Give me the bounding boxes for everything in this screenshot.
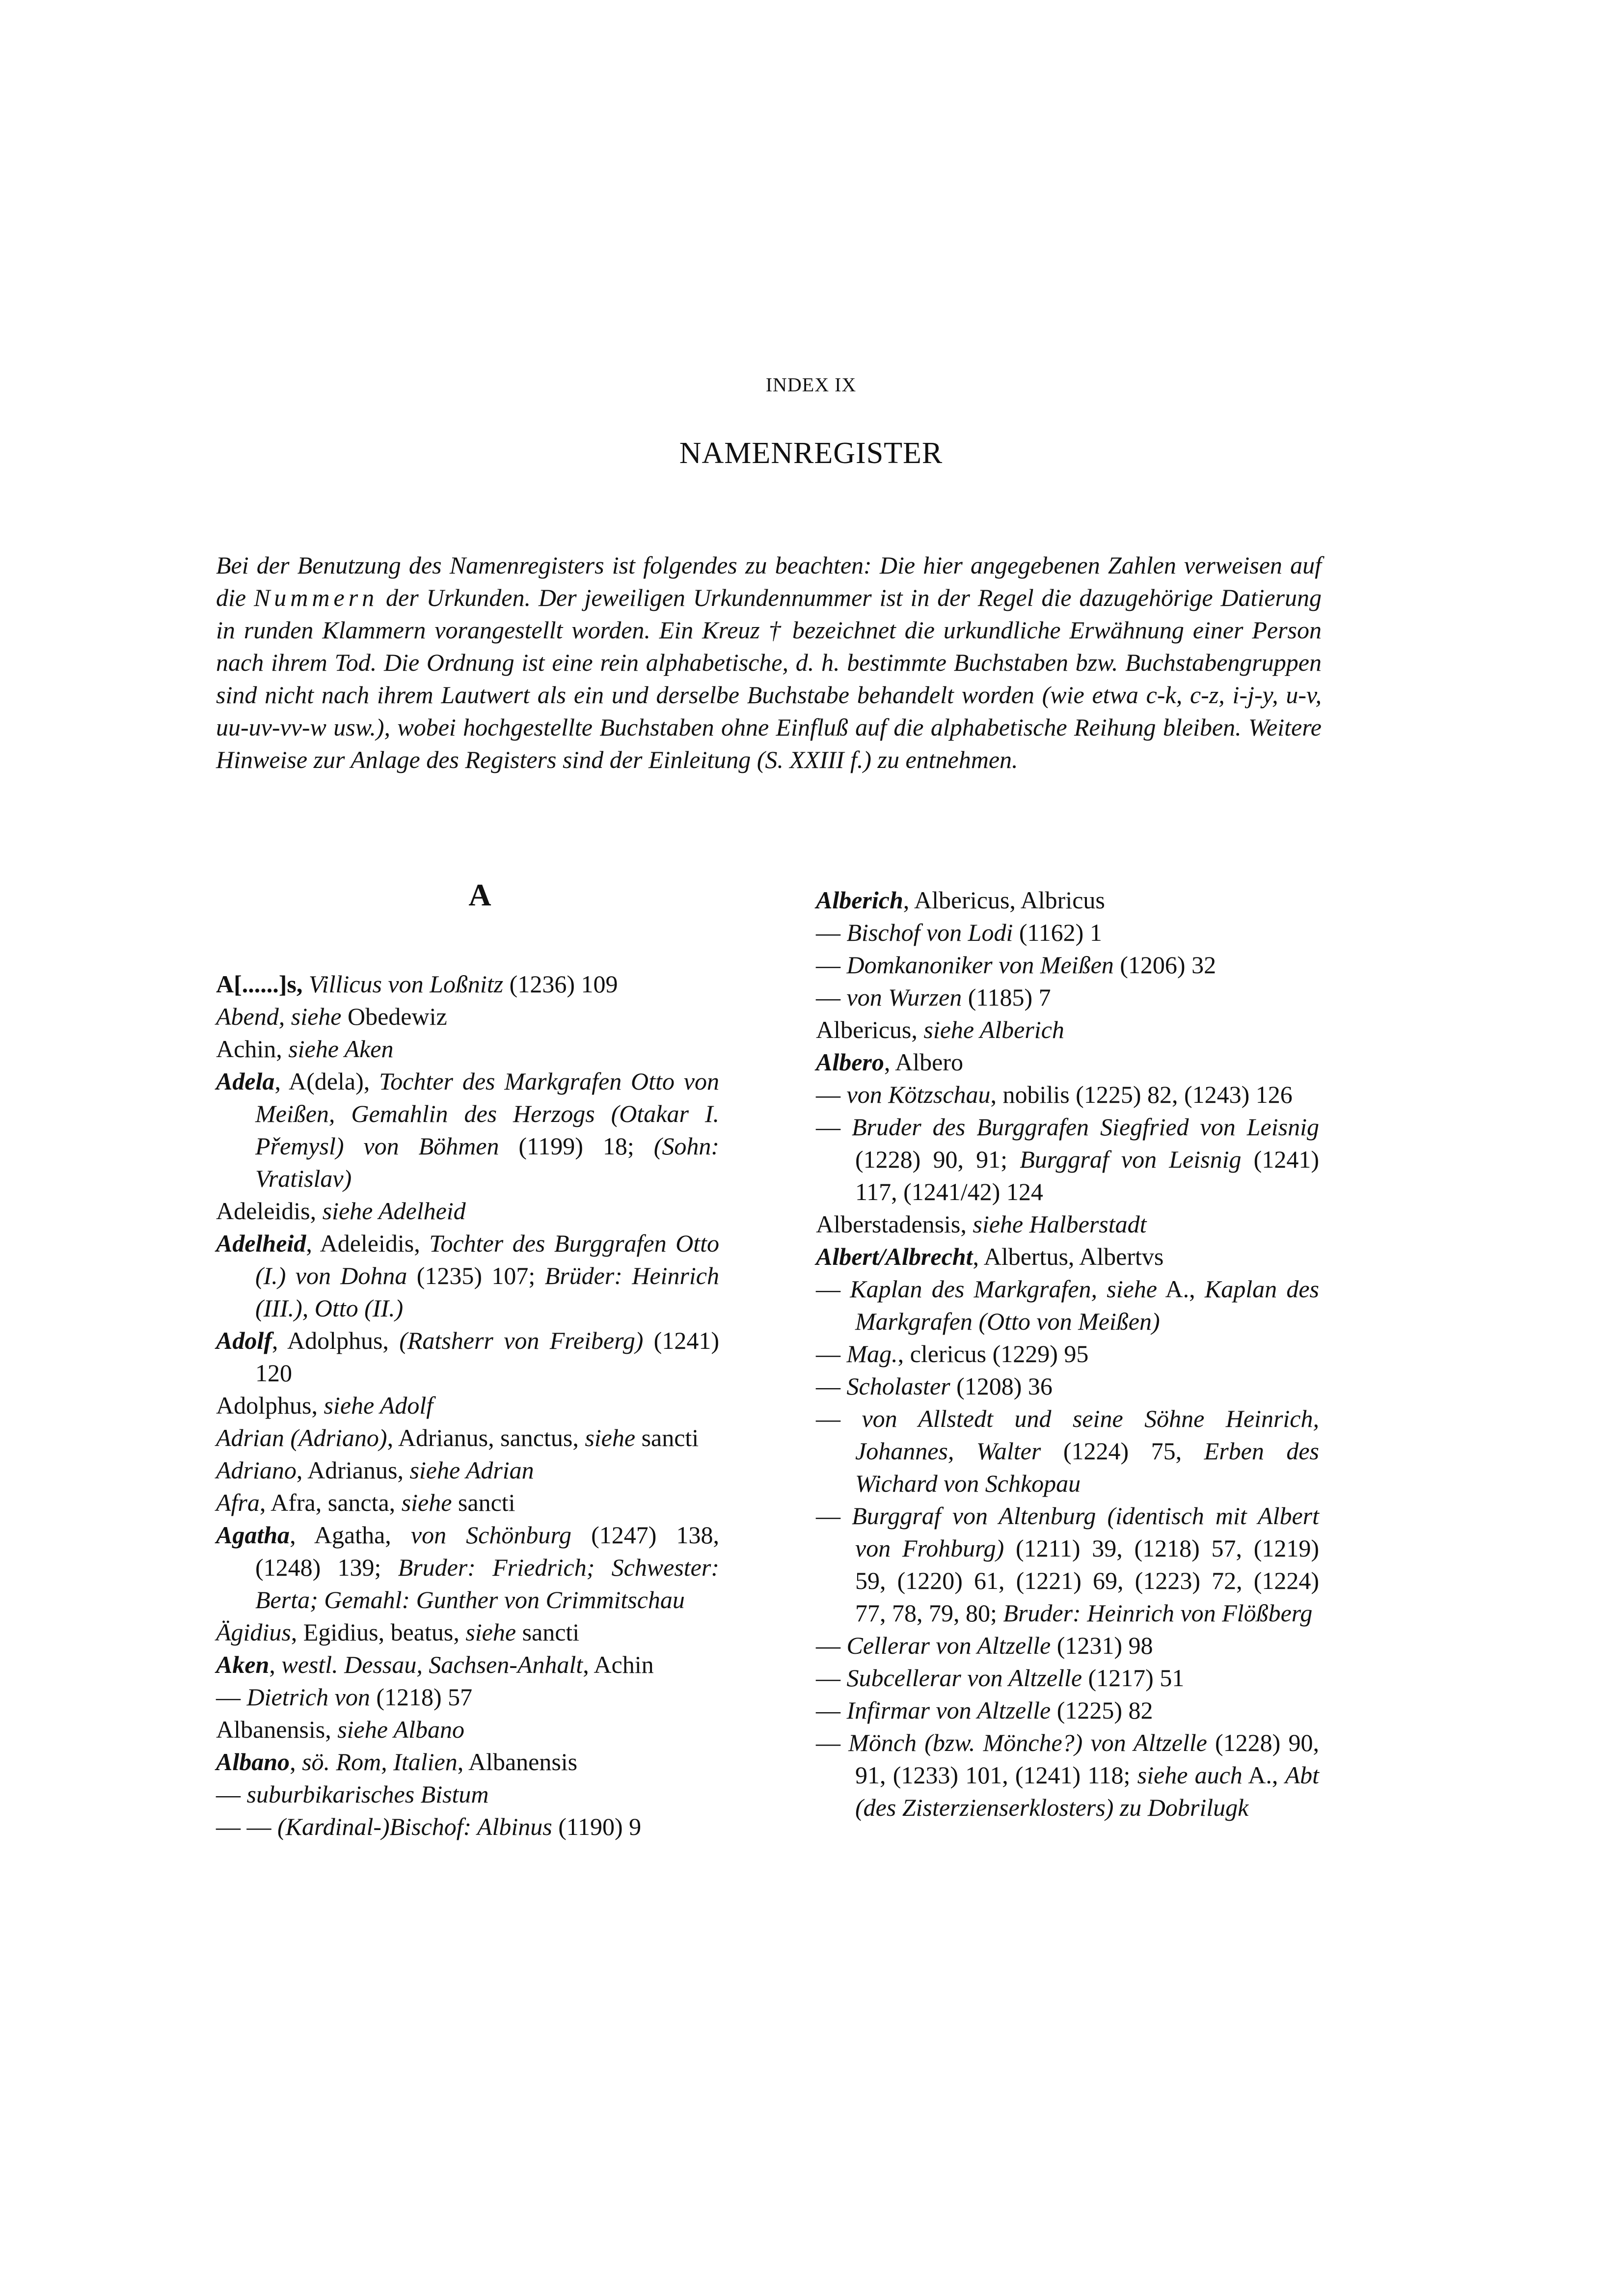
index-entry-text: (1236) 109	[503, 970, 618, 998]
index-entry	[216, 1616, 719, 1648]
index-entry-text: (1247) 138, (1248) 139;	[255, 1521, 719, 1581]
index-entry-text: Tochter des Markgrafen Otto von Meißen, Gemahlin des Herzogs (Otakar I. Přemysl) von Böhmen	[255, 1067, 719, 1160]
entries-left	[216, 968, 719, 1843]
index-entry-text: , Albertus, Albertvs	[973, 1243, 1164, 1270]
index-entry	[816, 1726, 1319, 1824]
index-entry-text: —	[816, 1372, 847, 1400]
index-entry	[816, 1273, 1319, 1338]
index-entry-text: Adriano	[216, 1456, 297, 1484]
index-entry-text: siehe Alberich	[923, 1016, 1064, 1043]
index-entry-text: Domkanoniker von Meißen	[846, 951, 1114, 979]
index-entry-text: , Adolphus,	[271, 1327, 400, 1354]
index-entry-text: ,	[269, 1651, 282, 1678]
index-entry-text: sancti	[635, 1424, 699, 1451]
index-entry	[216, 1746, 719, 1778]
index-entry-text: Villicus von Loßnitz	[308, 970, 504, 998]
index-entry	[816, 1240, 1319, 1273]
index-entry-text: Bruder: Heinrich von Flößberg	[1003, 1599, 1313, 1627]
index-entry-text: —	[816, 1632, 847, 1659]
index-entry-text: Erben des Wichard von Schkopau	[855, 1437, 1319, 1497]
index-entry-text: —	[816, 1729, 849, 1756]
index-entry-text: (1208) 36	[950, 1372, 1053, 1400]
intro-text-part1: Bei der Benutzung des Namenregisters ist folgendes zu beachten: Die hier angegebenen Zahlen verweisen auf die	[216, 551, 1322, 611]
index-entry-text: (1190) 9	[552, 1813, 642, 1840]
index-entry	[216, 1389, 719, 1421]
index-entry-text: (Kardinal-)Bischof: Albinus	[277, 1813, 552, 1840]
index-entry-text: Adolphus,	[216, 1392, 324, 1419]
index-entry	[216, 1000, 719, 1033]
index-entry-text: —	[816, 984, 847, 1011]
index-entry-text: Kaplan des Markgrafen (Otto von Meißen)	[855, 1275, 1320, 1335]
index-entry-text: —	[816, 1502, 852, 1530]
index-entry-text: siehe Adolf	[324, 1392, 433, 1419]
page-title: NAMENREGISTER	[679, 437, 943, 470]
index-entry-text: , Adrianus,	[296, 1456, 410, 1484]
index-entry	[816, 981, 1319, 1013]
index-entry	[216, 1810, 719, 1843]
index-entry-text: siehe	[465, 1618, 516, 1646]
entries-right	[816, 884, 1319, 1824]
index-entry	[216, 1421, 719, 1454]
index-entry-text: Ägidius	[216, 1618, 291, 1646]
index-entry-text: siehe auch	[1137, 1761, 1243, 1789]
index-entry-text: Bruder des Burggrafen Siegfried von Leisnig	[852, 1113, 1319, 1141]
index-entry-text: (1199) 18;	[499, 1132, 654, 1160]
index-entry-text: Aken	[216, 1651, 270, 1678]
index-entry-text: Adelheid	[216, 1230, 306, 1257]
index-entry-text: , Egidius, beatus,	[291, 1618, 466, 1646]
index-entry-text: Cellerar von Altzelle	[846, 1632, 1051, 1659]
index-entry-text: Bruder: Friedrich; Schwester: Berta; Gemahl: Gunther von Crimmitschau	[255, 1554, 719, 1613]
index-entry-text: von Allstedt und seine Söhne Heinrich, Johannes, Walter	[855, 1405, 1319, 1465]
index-entry-text: Infirmar von Altzelle	[846, 1696, 1051, 1724]
index-entry-text: sancti	[452, 1489, 515, 1516]
index-entry-text: , Afra, sancta,	[259, 1489, 402, 1516]
index-entry-text: (1235) 107;	[407, 1262, 545, 1289]
index-entry-text: Brüder: Heinrich (III.), Otto (II.)	[255, 1262, 719, 1322]
index-entry-text: siehe Albano	[337, 1716, 464, 1743]
index-entry-text: , Albero	[884, 1048, 963, 1076]
index-entry	[216, 1519, 719, 1616]
index-entry-text: Albericus,	[816, 1016, 924, 1043]
index-entry-text: Mönch (bzw. Mönche?) von Altzelle	[848, 1729, 1207, 1756]
intro-paragraph	[216, 549, 1322, 776]
index-entry	[216, 1486, 719, 1519]
index-entry-text: Adeleidis,	[216, 1197, 323, 1225]
index-entry-text: (Sohn: Vratislav)	[255, 1132, 720, 1192]
index-entry-text: —	[816, 1081, 847, 1108]
index-entry-text: sancti	[516, 1618, 580, 1646]
index-entry-text: Abt (des Zisterzienserklosters) zu Dobrilugk	[855, 1761, 1319, 1821]
index-entry-text: Tochter des Burggrafen Otto (I.) von Dohna	[255, 1230, 719, 1289]
index-entry-text: Abend, siehe	[216, 1003, 342, 1030]
index-entry-text: Burggraf von Leisnig	[1020, 1146, 1242, 1173]
index-entry-text: Scholaster	[846, 1372, 950, 1400]
index-entry-text: (1218) 57	[370, 1683, 473, 1711]
index-entry-text: Alberstadensis,	[816, 1210, 973, 1238]
index-entry-text: ,	[290, 1748, 302, 1776]
index-entry	[816, 1402, 1319, 1500]
index-entry	[216, 968, 719, 1000]
index-entry-text: , clericus (1229) 95	[897, 1340, 1089, 1367]
index-entry-text: (1228) 90, 91, (1233) 101, (1241) 118;	[855, 1729, 1319, 1789]
index-entry-text: —	[816, 1113, 852, 1141]
index-entry-text: (1206) 32	[1113, 951, 1216, 979]
index-entry-text: (1224) 75,	[1041, 1437, 1204, 1465]
index-entry-text: Subcellerar von Altzelle	[846, 1664, 1082, 1692]
index-entry-text: —	[216, 1780, 247, 1808]
index-entry-text: (1231) 98	[1051, 1632, 1153, 1659]
index-entry-text: Adrian (Adriano)	[216, 1424, 387, 1451]
index-entry-text: , Adeleidis,	[306, 1230, 430, 1257]
index-entry-text: siehe Adrian	[409, 1456, 534, 1484]
index-entry-text: siehe	[585, 1424, 636, 1451]
index-entry	[216, 1454, 719, 1486]
index-entry-text: (1241) 120	[255, 1327, 719, 1387]
index-entry	[816, 1078, 1319, 1111]
index-entry-text: westl. Dessau, Sachsen-Anhalt	[281, 1651, 583, 1678]
index-entry-text: —	[816, 951, 847, 979]
index-entry-text: Kaplan des Markgrafen, siehe	[850, 1275, 1157, 1303]
index-entry-text: A.,	[1242, 1761, 1285, 1789]
running-head: INDEX IX	[765, 374, 857, 396]
index-entry-text: Mag.	[846, 1340, 898, 1367]
index-column-left	[216, 879, 719, 1843]
index-entry-text: Albero	[816, 1048, 884, 1076]
index-entry	[816, 1694, 1319, 1726]
index-entry-text: —	[816, 1340, 847, 1367]
index-entry	[216, 1713, 719, 1746]
index-entry-text: (1228) 90, 91;	[855, 1146, 1020, 1173]
index-entry-text: von Wurzen	[846, 984, 962, 1011]
index-entry-text: (Ratsherr von Freiberg)	[399, 1327, 644, 1354]
index-entry	[816, 916, 1319, 949]
index-entry-text: Alberich	[816, 886, 903, 914]
index-entry-text: (1241) 117, (1241/42) 124	[855, 1146, 1319, 1205]
index-entry	[216, 1195, 719, 1227]
index-entry	[216, 1324, 719, 1389]
index-entry	[216, 1681, 719, 1713]
index-entry-text: Albanensis,	[216, 1716, 338, 1743]
index-entry-text: von Kötzschau	[846, 1081, 991, 1108]
index-entry-text: Albano	[216, 1748, 290, 1776]
index-entry-text: (1217) 51	[1082, 1664, 1185, 1692]
index-entry-text: Agatha	[216, 1521, 290, 1549]
index-entry-text: A.,	[1157, 1275, 1205, 1303]
intro-spaced-word: Nummern	[253, 584, 378, 611]
index-entry	[216, 1227, 719, 1324]
index-entry-text: , Agatha,	[290, 1521, 411, 1549]
index-entry	[816, 1046, 1319, 1078]
index-entry	[816, 949, 1319, 981]
index-entry-text: Albert/Albrecht	[816, 1243, 973, 1270]
index-entry-text: Adela	[216, 1067, 275, 1095]
index-entry-text: , nobilis (1225) 82, (1243) 126	[990, 1081, 1293, 1108]
index-entry-text: siehe Adelheid	[322, 1197, 466, 1225]
section-letter: A	[468, 877, 491, 912]
index-entry-text: — —	[216, 1813, 277, 1840]
index-entry-text: siehe	[401, 1489, 452, 1516]
intro-text-part2: der Urkunden. Der jeweiligen Urkundennummer ist in der Regel die dazugehörige Datierung in runden Klammern vorangestellt worden. Ein Kreuz † bezeichnet die urkundliche Erwähnung einer Person nach ihrem Tod. Die Ordnung ist eine rein alphabetische, d. h. bestimmte Buchstaben bzw. Buchstabengruppen sind nicht nach ihrem Lautwert als ein und derselbe Buchstabe behandelt worden (wie etwa c-k, c-z, i-j-y, u-v, uu-uv-vv-w usw.), wobei hochgestellte Buchstaben ohne Einfluß auf die alphabetische Reihung bleiben. Weitere Hinweise zur Anlage des Registers sind der Einleitung (S. XXIII f.) zu entnehmen.	[216, 584, 1322, 773]
index-entry-text: Bischof von Lodi	[846, 919, 1013, 946]
index-entry	[816, 1111, 1319, 1208]
index-entry-text: suburbikarisches Bistum	[246, 1780, 489, 1808]
index-entry	[816, 1500, 1319, 1629]
index-entry-text: —	[816, 1664, 847, 1692]
index-entry-text: Adolf	[216, 1327, 272, 1354]
index-entry-text: —	[216, 1683, 247, 1711]
index-entry	[216, 1033, 719, 1065]
index-entry	[816, 1338, 1319, 1370]
index-entry	[816, 884, 1319, 916]
index-entry-text: (1185) 7	[962, 984, 1051, 1011]
index-entry-text: (1162) 1	[1013, 919, 1102, 946]
index-entry-text: Dietrich von	[246, 1683, 370, 1711]
index-entry	[816, 1629, 1319, 1662]
index-entry-text: Afra	[216, 1489, 260, 1516]
index-entry	[216, 1065, 719, 1195]
index-entry-text: —	[816, 1696, 847, 1724]
index-entry-text: —	[816, 1405, 862, 1432]
index-entry-text: Achin,	[216, 1035, 289, 1063]
index-entry-text: siehe Aken	[288, 1035, 394, 1063]
index-entry-text: , Achin	[583, 1651, 654, 1678]
index-entry	[816, 1662, 1319, 1694]
index-entry	[816, 1013, 1319, 1046]
index-entry-text: , Adrianus, sanctus,	[387, 1424, 585, 1451]
index-entry-text: Burggraf von Altenburg (identisch mit Albert von Frohburg)	[852, 1502, 1320, 1562]
index-entry-text: Obedewiz	[341, 1003, 447, 1030]
index-entry-text: A[......]s,	[216, 970, 309, 998]
index-entry	[216, 1778, 719, 1810]
index-entry-text: sö. Rom, Italien	[302, 1748, 458, 1776]
index-entry-text: —	[816, 1275, 850, 1303]
index-entry-text: (1225) 82	[1051, 1696, 1153, 1724]
index-entry-text: siehe Halberstadt	[973, 1210, 1147, 1238]
index-entry	[816, 1208, 1319, 1240]
index-column-right	[816, 884, 1319, 1824]
index-entry-text: —	[816, 919, 847, 946]
index-entry-text: , Albanensis	[457, 1748, 578, 1776]
index-entry-text: (1211) 39, (1218) 57, (1219) 59, (1220) 61, (1221) 69, (1223) 72, (1224) 77, 78, 79, 80;	[855, 1534, 1320, 1627]
index-entry	[816, 1370, 1319, 1402]
index-entry	[216, 1648, 719, 1681]
index-entry-text: von Schönburg	[410, 1521, 571, 1549]
index-entry-text: , A(dela),	[274, 1067, 379, 1095]
index-entry-text: , Albericus, Albricus	[903, 886, 1105, 914]
